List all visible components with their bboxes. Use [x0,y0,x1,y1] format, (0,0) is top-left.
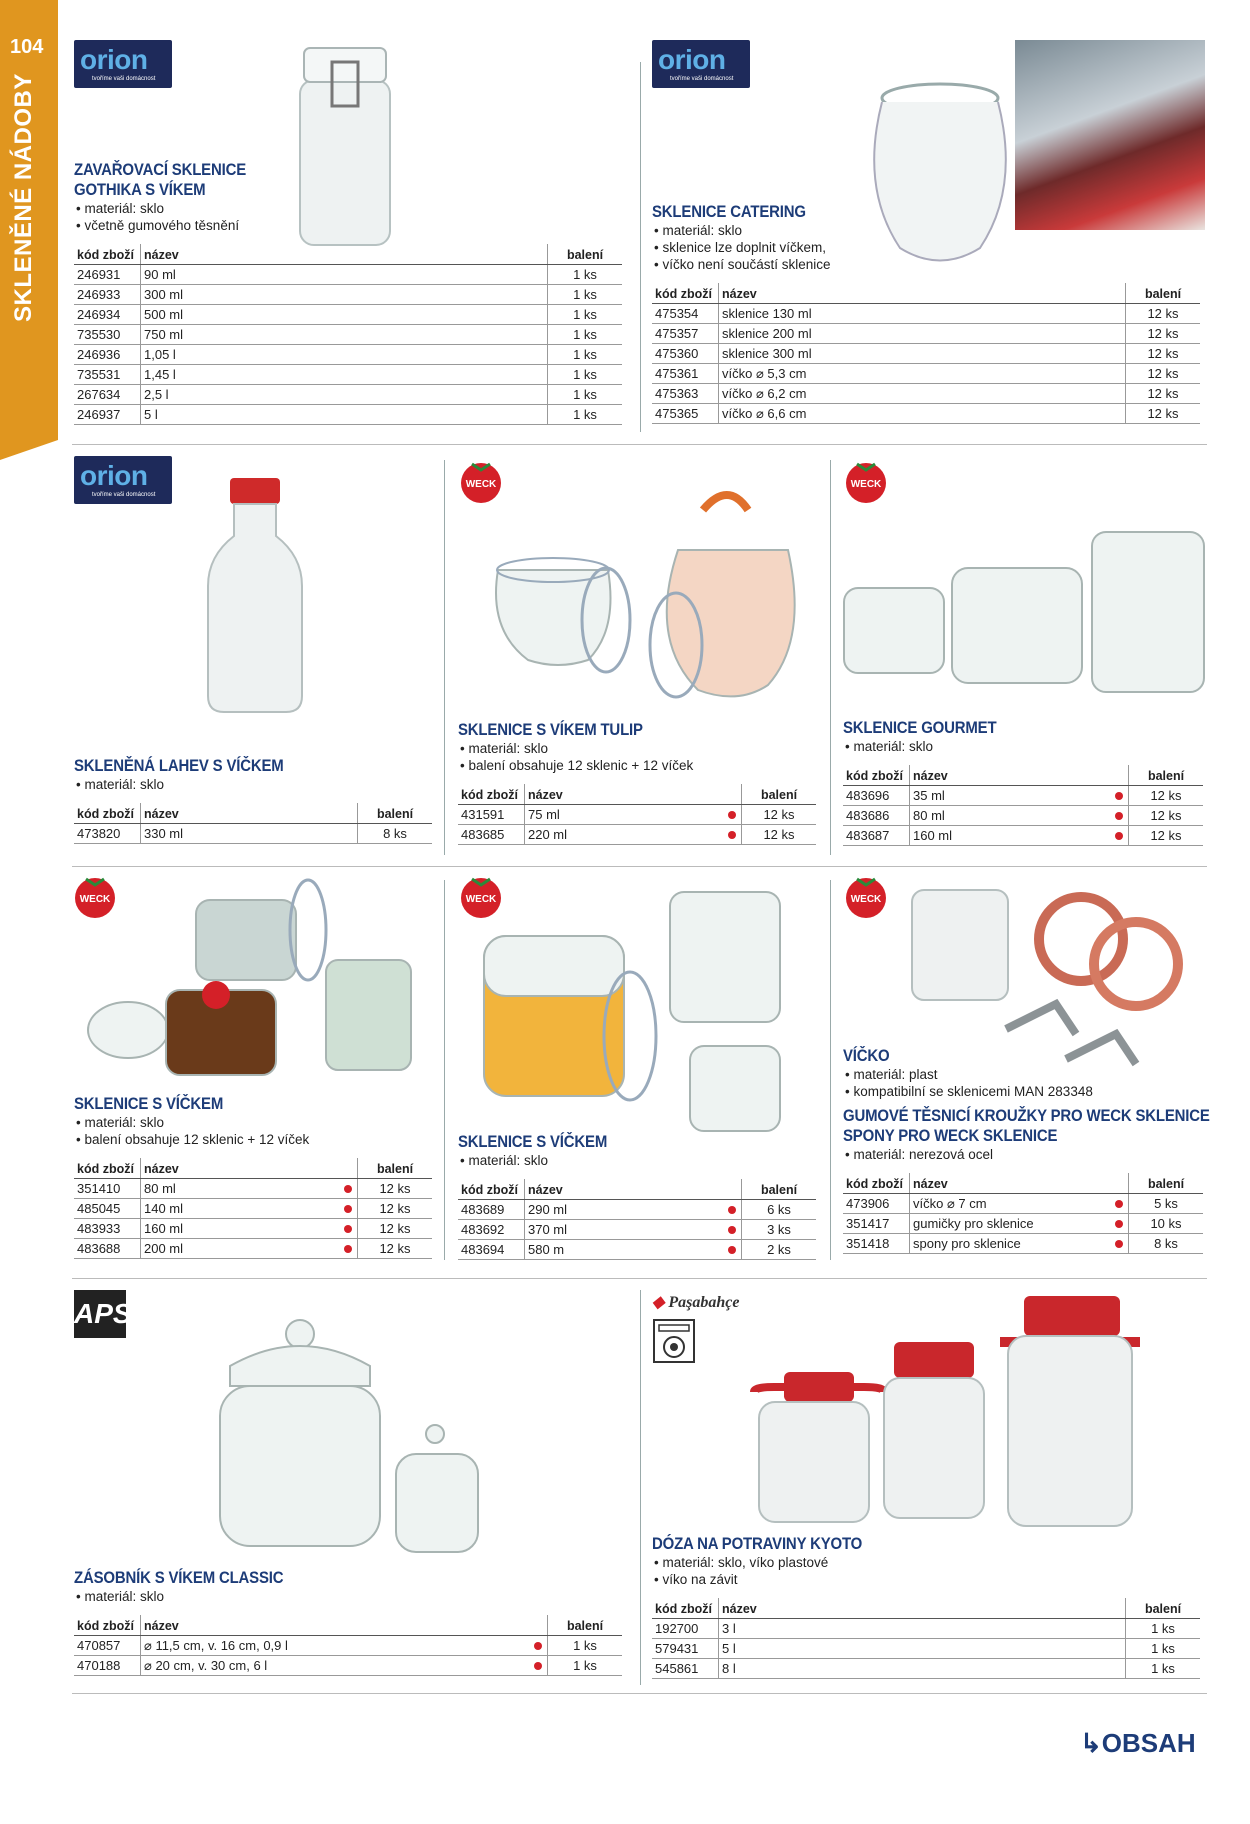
column-header: balení [1129,765,1204,786]
new-marker-icon [344,1205,352,1213]
product-name: 75 ml [525,805,724,825]
divider [72,1693,1207,1694]
pack-size: 12 ks [1126,344,1201,364]
table-row [843,1234,1203,1254]
product-name: sklenice 300 ml [719,344,1126,364]
product-code: 246933 [74,285,141,305]
product-table [74,244,622,425]
weck-jars-food-image [86,870,432,1080]
tulip-jars-image [488,470,828,710]
svg-text:WECK: WECK [465,479,497,490]
column-header: název [141,803,358,824]
bullet-text: • materiál: sklo, víko plastové [654,1555,829,1570]
new-marker-icon [1115,812,1123,820]
section-title: SKLENĚNÁ LAHEV S VÍČKEM [74,756,284,775]
divider [72,444,1207,445]
product-name: víčko ⌀ 5,3 cm [719,364,1126,384]
product-code: 351418 [843,1234,910,1254]
product-name: ⌀ 20 cm, v. 30 cm, 6 l [141,1656,530,1676]
weck-jars-image [480,886,810,1136]
table-row [843,1214,1203,1234]
new-dot-cell [723,825,742,845]
product-name: víčko ⌀ 6,6 cm [719,404,1126,424]
pack-size: 12 ks [1129,806,1204,826]
product-name: spony pro sklenice [910,1234,1111,1254]
column-header: kód zboží [843,1173,910,1194]
table-row [458,805,816,825]
new-marker-icon [1115,1240,1123,1248]
product-name: sklenice 130 ml [719,304,1126,324]
pack-size: 5 ks [1129,1194,1204,1214]
product-code: 735530 [74,325,141,345]
new-dot-cell [723,1200,742,1220]
new-dot-cell [529,1636,548,1656]
table-row [652,304,1200,324]
product-table [74,1158,432,1259]
product-code: 246936 [74,345,141,365]
orion-logo: orion tvoříme vaši domácnost [652,40,750,88]
table-row [74,405,622,425]
new-marker-icon [1115,1220,1123,1228]
product-code: 267634 [74,385,141,405]
table-row [74,1219,432,1239]
table-row [652,344,1200,364]
product-name: 80 ml [141,1179,340,1199]
table-row [652,1619,1200,1639]
column-header: název [141,1158,358,1179]
catering-photo [1015,40,1205,230]
chapter-title: SKLENĚNÉ NÁDOBY [10,73,37,322]
svg-text:WECK: WECK [850,894,882,905]
product-code: 475357 [652,324,719,344]
column-header: balení [358,1158,433,1179]
product-name: 2,5 l [141,385,548,405]
bullet-text: • materiál: sklo [76,777,165,792]
new-marker-icon [728,1206,736,1214]
column-header: název [141,1615,548,1636]
aps-logo: APS [74,1290,126,1338]
table-row [652,364,1200,384]
new-marker-icon [534,1662,542,1670]
product-code: 475361 [652,364,719,384]
bullet-text: • materiál: sklo [845,739,934,754]
table-row [74,345,622,365]
new-marker-icon [728,811,736,819]
product-code: 470188 [74,1656,141,1676]
product-code: 579431 [652,1639,719,1659]
divider [444,880,445,1260]
svg-text:WECK: WECK [465,894,497,905]
pack-size: 12 ks [742,805,817,825]
product-code: 483688 [74,1239,141,1259]
product-name: 160 ml [910,826,1111,846]
divider [640,1290,641,1685]
kyoto-jars-image [744,1292,1144,1532]
pack-size: 12 ks [358,1239,433,1259]
product-name: 80 ml [910,806,1111,826]
pack-size: 12 ks [358,1219,433,1239]
table-row [458,1220,816,1240]
pack-size: 6 ks [742,1200,817,1220]
pack-size: 1 ks [548,1656,623,1676]
column-header: balení [1126,1598,1201,1619]
product-code: 475360 [652,344,719,364]
product-code: 192700 [652,1619,719,1639]
product-code: 431591 [458,805,525,825]
table-row [74,285,622,305]
product-name: 290 ml [525,1200,724,1220]
new-marker-icon [344,1245,352,1253]
column-header: balení [742,784,817,805]
pasabahce-logo: ◆ Paşabahçe [652,1294,740,1311]
table-row [652,1639,1200,1659]
product-name: gumičky pro sklenice [910,1214,1111,1234]
product-code: 483696 [843,786,910,806]
new-dot-cell [1110,1214,1129,1234]
new-dot-cell [339,1219,358,1239]
pack-size: 12 ks [1126,304,1201,324]
divider [640,62,641,432]
product-name: 8 l [719,1659,1126,1679]
product-name: 160 ml [141,1219,340,1239]
product-code: 485045 [74,1199,141,1219]
new-marker-icon [728,831,736,839]
product-code: 351410 [74,1179,141,1199]
new-marker-icon [728,1246,736,1254]
product-code: 470857 [74,1636,141,1656]
table-row [74,1199,432,1219]
pack-size: 1 ks [548,305,623,325]
product-name: 5 l [719,1639,1126,1659]
page-number: 104 [10,36,44,58]
bullet-text: • materiál: sklo [654,223,743,238]
pack-size: 1 ks [548,285,623,305]
table-row [458,1240,816,1260]
pack-size: 12 ks [1126,384,1201,404]
new-dot-cell [723,1240,742,1260]
column-header: balení [358,803,433,824]
table-row [74,1179,432,1199]
new-marker-icon [1115,1200,1123,1208]
product-code: 483933 [74,1219,141,1239]
new-marker-icon [728,1226,736,1234]
pack-size: 12 ks [1126,364,1201,384]
product-code: 483689 [458,1200,525,1220]
product-name: 1,05 l [141,345,548,365]
table-row [74,824,432,844]
pack-size: 3 ks [742,1220,817,1240]
pack-size: 2 ks [742,1240,817,1260]
product-name: 300 ml [141,285,548,305]
bullet-text: • materiál: sklo [76,1589,165,1604]
product-name: ⌀ 11,5 cm, v. 16 cm, 0,9 l [141,1636,530,1656]
product-table [652,1598,1200,1679]
orion-logo: orion tvoříme vaši domácnost [74,456,172,504]
section-title: GUMOVÉ TĚSNICÍ KROUŽKY PRO WECK SKLENICE [843,1106,1210,1125]
pack-size: 8 ks [1129,1234,1204,1254]
column-header: kód zboží [458,784,525,805]
product-table [74,1615,622,1676]
pack-size: 12 ks [1129,826,1204,846]
product-name: 500 ml [141,305,548,325]
product-code: 545861 [652,1659,719,1679]
section-title: ZAVAŘOVACÍ SKLENICE [74,160,247,179]
table-row [652,404,1200,424]
weck-logo [843,873,889,919]
column-header: kód zboží [843,765,910,786]
product-name: 580 m [525,1240,724,1260]
bullet-text: • včetně gumového těsnění [76,218,240,233]
section-title: ZÁSOBNÍK S VÍKEM CLASSIC [74,1568,284,1587]
table-row [843,826,1203,846]
product-code: 483692 [458,1220,525,1240]
table-row [74,325,622,345]
table-row [843,806,1203,826]
product-code: 475354 [652,304,719,324]
bullet-text: • víčko není součástí sklenice [654,257,831,272]
table-row [652,324,1200,344]
column-header: název [910,765,1129,786]
pack-size: 1 ks [548,365,623,385]
product-name: 750 ml [141,325,548,345]
column-header: název [525,784,742,805]
bullet-text: • sklenice lze doplnit víčkem, [654,240,827,255]
new-dot-cell [1110,1234,1129,1254]
product-table [458,1179,816,1260]
new-marker-icon [1115,792,1123,800]
section-title: VÍČKO [843,1046,890,1065]
product-name: 220 ml [525,825,724,845]
table-row [74,305,622,325]
product-table [652,283,1200,424]
pack-size: 1 ks [548,385,623,405]
column-header: balení [1126,283,1201,304]
table-row [74,1636,622,1656]
column-header: název [910,1173,1129,1194]
product-table [843,1173,1203,1254]
pack-size: 12 ks [1129,786,1204,806]
product-code: 473906 [843,1194,910,1214]
new-dot-cell [1110,786,1129,806]
product-table [458,784,816,845]
product-code: 475365 [652,404,719,424]
column-header: balení [742,1179,817,1200]
product-name: 370 ml [525,1220,724,1240]
product-name: víčko ⌀ 6,2 cm [719,384,1126,404]
new-marker-icon [344,1225,352,1233]
orion-logo: orion tvoříme vaši domácnost [74,40,172,88]
lid-rings-clips-image [906,884,1206,1074]
product-name: 330 ml [141,824,358,844]
product-name: 90 ml [141,265,548,285]
section-title: GOTHIKA S VÍKEM [74,180,206,199]
pack-size: 12 ks [742,825,817,845]
new-marker-icon [1115,832,1123,840]
contents-link[interactable]: ↳OBSAH [1080,1728,1196,1758]
pack-size: 1 ks [1126,1659,1201,1679]
product-code: 475363 [652,384,719,404]
catering-glass-image [860,78,1020,268]
product-name: 200 ml [141,1239,340,1259]
column-header: kód zboží [74,244,141,265]
product-name: víčko ⌀ 7 cm [910,1194,1111,1214]
divider [444,460,445,855]
new-dot-cell [723,1220,742,1240]
bullet-text: • balení obsahuje 12 sklenic + 12 víček [76,1132,310,1147]
pack-size: 12 ks [358,1179,433,1199]
section-title: DÓZA NA POTRAVINY KYOTO [652,1534,863,1553]
table-row [652,384,1200,404]
bullet-text: • materiál: sklo [460,741,549,756]
product-code: 473820 [74,824,141,844]
section-title: SKLENICE CATERING [652,202,806,221]
new-dot-cell [1110,826,1129,846]
product-table [74,803,432,844]
column-header: název [719,283,1126,304]
bullet-text: • balení obsahuje 12 sklenic + 12 víček [460,758,694,773]
new-dot-cell [1110,806,1129,826]
product-code: 735531 [74,365,141,385]
table-row [74,365,622,385]
divider [830,460,831,855]
bullet-text: • materiál: plast [845,1067,938,1082]
new-marker-icon [344,1185,352,1193]
new-marker-icon [534,1642,542,1650]
classic-jars-image [210,1316,490,1556]
column-header: kód zboží [652,1598,719,1619]
table-row [843,1194,1203,1214]
pack-size: 1 ks [1126,1639,1201,1659]
pack-size: 8 ks [358,824,433,844]
table-row [843,786,1203,806]
product-name: 5 l [141,405,548,425]
section-title: SKLENICE S VÍKEM TULIP [458,720,643,739]
pack-size: 12 ks [1126,404,1201,424]
arrow-icon: ↳ [1080,1728,1102,1758]
pack-size: 12 ks [1126,324,1201,344]
svg-text:WECK: WECK [79,894,111,905]
product-code: 246937 [74,405,141,425]
product-code: 483686 [843,806,910,826]
column-header: kód zboží [74,1615,141,1636]
column-header: balení [548,1615,623,1636]
product-code: 483687 [843,826,910,846]
section-title: SPONY PRO WECK SKLENICE [843,1126,1058,1145]
column-header: kód zboží [458,1179,525,1200]
new-dot-cell [339,1179,358,1199]
weck-logo [843,458,889,504]
column-header: balení [548,244,623,265]
divider [72,866,1207,867]
table-row [74,385,622,405]
table-row [652,1659,1200,1679]
section-title: SKLENICE S VÍČKEM [74,1094,224,1113]
bullet-text: • kompatibilní se sklenicemi MAN 283348 [845,1084,1093,1099]
column-header: kód zboží [652,283,719,304]
product-table [843,765,1203,846]
bullet-text: • materiál: nerezová ocel [845,1147,994,1162]
table-row [74,265,622,285]
product-name: 3 l [719,1619,1126,1639]
pack-size: 1 ks [548,325,623,345]
pack-size: 1 ks [548,265,623,285]
product-code: 483685 [458,825,525,845]
product-code: 246931 [74,265,141,285]
divider [830,880,831,1260]
column-header: název [141,244,548,265]
column-header: balení [1129,1173,1204,1194]
pack-size: 1 ks [548,345,623,365]
divider [72,1278,1207,1279]
product-code: 483694 [458,1240,525,1260]
new-dot-cell [529,1656,548,1676]
pack-size: 10 ks [1129,1214,1204,1234]
bullet-text: • materiál: sklo [76,201,165,216]
gothika-jar-image [290,40,400,250]
table-row [74,1656,622,1676]
product-name: 140 ml [141,1199,340,1219]
bullet-text: • materiál: sklo [460,1153,549,1168]
pack-size: 1 ks [548,1636,623,1656]
new-dot-cell [1110,1194,1129,1214]
column-header: kód zboží [74,1158,141,1179]
pack-size: 1 ks [1126,1619,1201,1639]
bullet-text: • materiál: sklo [76,1115,165,1130]
pack-size: 1 ks [548,405,623,425]
dishwasher-icon [652,1318,696,1364]
product-name: 1,45 l [141,365,548,385]
svg-text:WECK: WECK [850,479,882,490]
column-header: kód zboží [74,803,141,824]
table-row [458,825,816,845]
pack-size: 12 ks [358,1199,433,1219]
table-row [74,1239,432,1259]
bottle-image [200,476,310,716]
bullet-text: • víko na závit [654,1572,738,1587]
section-title: SKLENICE S VÍČKEM [458,1132,608,1151]
product-code: 351417 [843,1214,910,1234]
product-name: 35 ml [910,786,1111,806]
new-dot-cell [723,805,742,825]
column-header: název [719,1598,1126,1619]
new-dot-cell [339,1239,358,1259]
column-header: název [525,1179,742,1200]
gourmet-jars-image [840,528,1210,698]
new-dot-cell [339,1199,358,1219]
table-row [458,1200,816,1220]
section-title: SKLENICE GOURMET [843,718,997,737]
product-name: sklenice 200 ml [719,324,1126,344]
product-code: 246934 [74,305,141,325]
